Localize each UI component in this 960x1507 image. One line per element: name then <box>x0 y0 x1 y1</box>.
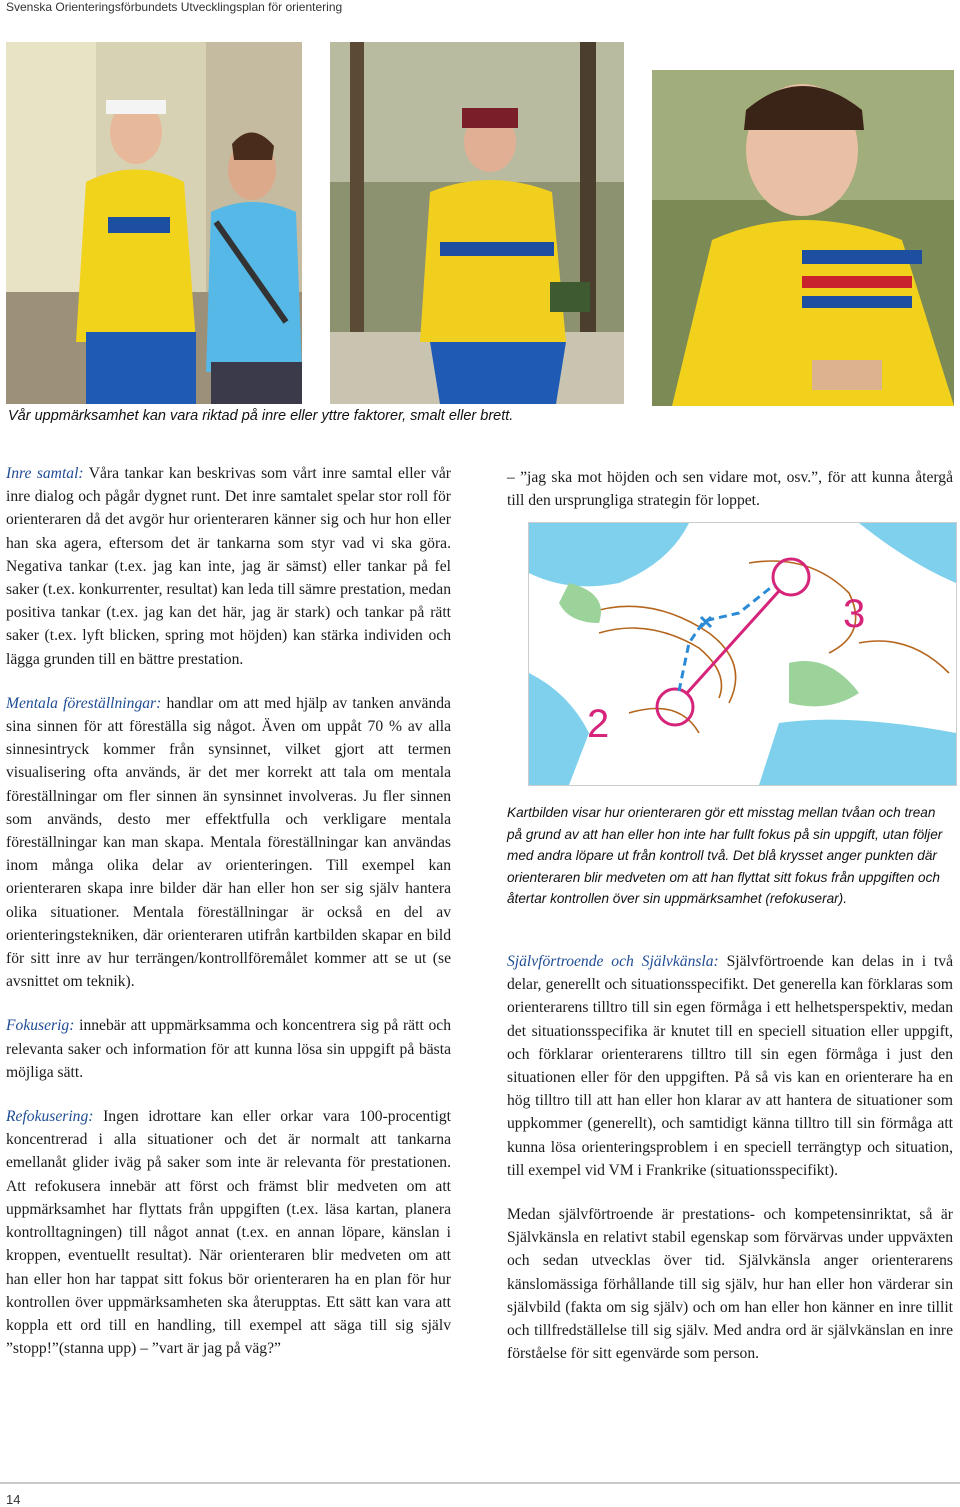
term-refokusering: Refokusering: <box>6 1108 94 1126</box>
map-label-2: 2 <box>587 702 610 746</box>
left-column <box>6 462 451 1381</box>
photo-caption: Vår uppmärksamhet kan vara riktad på inre eller yttre faktorer, smalt eller brett. <box>8 408 514 424</box>
term-inre-samtal: Inre samtal: <box>6 465 84 482</box>
paragraph-fokusering <box>6 1014 451 1084</box>
orienteering-map <box>528 522 957 786</box>
footer-rule <box>0 1482 960 1484</box>
paragraph-continuation: – ”jag ska mot höjden och sen vidare mot, osv.”, för att kunna återgå till den ursprungliga strategin för loppet. <box>507 469 953 510</box>
term-mentala-forestallningar: Mentala föreställningar: <box>6 694 162 712</box>
text-inre-samtal: Våra tankar kan beskrivas som vårt inre samtal eller vår inre dialog och pågår dygnet runt. Det inre samtalet spelar stor roll för orienteraren då det avgör hur orienteraren känner sig och hur hon eller han ska agera, eftersom det är tankarna som styr vad vi ska göra. Negativa tankar (t.ex. jag kan inte, jag är sämst) eller tankar på fel saker (t.ex. konkurrenter, resultat) kan leda till sämre prestation, medan positiva tankar (t.ex. jag kan det här, jag är stark) och tankar på rätt saker (t.ex. lyft blicken, spring mot höjden) kan stärka individen och lägga grunden till en bättre prestation. <box>6 465 451 668</box>
paragraph-refokusering <box>6 1105 451 1360</box>
paragraph-mentala-forestallningar <box>6 692 451 994</box>
text-refokusering: Ingen idrottare kan eller orkar vara 100-procentigt koncentrerad i alla situationer och det är normalt att tankarna emellanåt glider iväg på saker som inte är relevanta för prestationen. Att refokusera innebär att först och främst blir medveten om att uppmärksamhet har flyttats från uppgiften (t.ex. läsa kartan, planera kontrolltagningen) till något annat (t.ex. en annan löpare, känslan i kroppen, eventuellt resultat). När orienteraren blir medveten om att han eller hon har tappat sitt fokus bör orienteraren ha en plan för hur kontrollen över uppmärksamheten ska återupptas. Ett sätt kan vara att koppla ett ord till en handling, till exempel att säga till sig själv ”stopp!”(stanna upp) – ”vart är jag på väg?” <box>6 1108 451 1358</box>
running-header: Svenska Orienteringsförbundets Utvecklingsplan för orientering <box>6 0 343 14</box>
text-fokusering: innebär att uppmärksamma och koncentrera sig på rätt och relevanta saker och information för att kunna lösa sin uppgift på bästa möjliga sätt. <box>6 1017 451 1081</box>
page-number: 14 <box>6 1492 21 1507</box>
photo-athletes-walking <box>6 42 302 404</box>
paragraph-sjalvfortroende <box>507 950 953 1182</box>
right-column-bottom <box>507 950 953 1386</box>
paragraph-inre-samtal <box>6 462 451 671</box>
text-mentala-forestallningar: handlar om att med hjälp av tanken använda sina sinnen för att föreställa sig något. Även om uppåt 70 % av alla sinnesintryck kommer från synsinnet, vilket gjort att termen visualisering ofta används, är det mer korrekt att tala om mentala föreställningar om fler sinnen än synsinnet involveras. Ju fler sinnen som används, desto mer effektfulla och verkligare mentala föreställningar kan man skapa. Mentala föreställningar kan användas inom många olika delar av orienteringen. Till exempel kan orienteraren skapa inre bilder där han eller hon ser sig själv hantera olika situationer. Mentala föreställningar är också en del av orienteringstekniken, där orienteraren utifrån kartbilden skapar en bild för sitt inre av hur terrängen/kontrollföremålet kommer att se ut (se avsnittet om teknik). <box>6 694 451 991</box>
photo-athlete-portrait <box>652 70 954 406</box>
term-fokusering: Fokuserig: <box>6 1017 75 1035</box>
map-caption: Kartbilden visar hur orienteraren gör ett misstag mellan tvåan och trean på grund av att han eller hon inte har fullt fokus på sin uppgift, utan följer med andra löpare ut från kontroll två. Det blå krysset anger punkten där orienteraren blir medveten om att han flyttat sitt fokus från uppgiften och återtar kontrollen över sin uppmärksamhet (refokuserar). <box>507 805 943 907</box>
map-label-3: 3 <box>843 592 866 636</box>
photo-runner-forest <box>330 42 624 404</box>
text-sjalvfortroende: Självförtroende kan delas in i två delar, generellt och situationsspecifikt. Det generella kan förklaras som orienterarens tilltro till sin egen förmåga i ett helhetsperspektiv, medan det situationsspecifika är knutet till en speciell situation eller uppgift, och förklarar orienterarens tilltro till sin egen förmåga i just den situationen eller för den uppgiften. På så vis kan en orienterare ha en hög tilltro till att han eller hon klarar av att hantera de situationer som uppkommer (generellt), och samtidigt känna tilltro till sin förmåga att kunna lösa orienteringsproblem i en speciell terrängtyp och situation, till exempel vid VM i Frankrike (situationsspecifikt). <box>507 953 953 1179</box>
term-sjalvfortroende: Självförtroende och Självkänsla: <box>507 953 719 970</box>
paragraph-sjalvkansla: Medan självförtroende är prestations- och kompetensinriktat, så är Självkänsla en relativt stabil egenskap som förvärvas under uppväxten och sedan utvecklas över tid. Självkänsla anger orienterarens känslomässiga förhållande till sig själv, hur han eller hon värderar sin självbild (fakta om sig själv) och om han eller hon känner en inre tillit och tillfredställelse till sig själv. Med andra ord är självkänslan en inre förståelse för sitt egenvärde som person. <box>507 1206 953 1363</box>
